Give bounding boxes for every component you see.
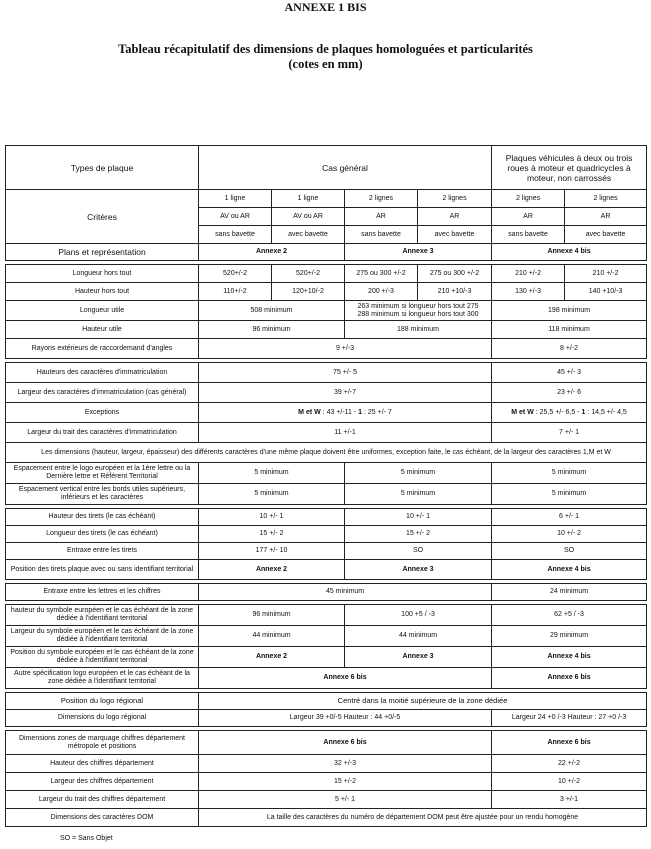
table-cell: 177 +/- 10 (199, 543, 345, 560)
table-cell: 11 +/-1 (199, 423, 492, 443)
table-cell: 110+/-2 (199, 283, 272, 301)
table-cell: 5 minimum (199, 484, 345, 505)
table-row (6, 526, 647, 543)
table-row (6, 809, 647, 827)
table-cell: Largeur 24 +0 /-3 Hauteur : 27 +0 /-3 (492, 710, 647, 727)
table-cell: La taille des caractères du numéro de département DOM peut être ajustée pour un rendu homogène (199, 809, 647, 827)
deux-roues-header: Plaques véhicules à deux ou trois roues à moteur et quadricycles à moteur, non carrossés (492, 146, 647, 190)
row-label: Hauteur utile (6, 321, 199, 339)
row-label: Hauteur des chiffres département (6, 755, 199, 773)
row-label: Longueur hors tout (6, 265, 199, 283)
table-cell: 96 minimum (199, 321, 345, 339)
table-cell: 120+10/-2 (272, 283, 345, 301)
table-cell: Largeur 39 +0/-5 Hauteur : 44 +0/-5 (199, 710, 492, 727)
table-row (6, 560, 647, 580)
position-cell: AR (565, 208, 647, 226)
table-cell: 32 +/-3 (199, 755, 492, 773)
table-cell: 140 +10/-3 (565, 283, 647, 301)
table-row (6, 626, 647, 647)
table-cell: 200 +/-3 (345, 283, 418, 301)
row-label: hauteur du symbole européen et le cas échéant de la zone dédiée à l'identifiant territorial (6, 605, 199, 626)
table-cell (199, 403, 492, 423)
cas-general-header: Cas général (199, 146, 492, 190)
row-label: Position des tirets plaque avec ou sans identifiant territorial (6, 560, 199, 580)
table-cell: 5 minimum (199, 463, 345, 484)
table-cell: 6 +/- 1 (492, 509, 647, 526)
table-row (6, 244, 647, 261)
table-cell: 5 minimum (492, 484, 647, 505)
table-row (6, 647, 647, 668)
table-cell: 520+/-2 (272, 265, 345, 283)
table-row (6, 301, 647, 321)
plans-value: Annexe 4 bis (492, 244, 647, 261)
table-cell: Centré dans la moitié supérieure de la zone dédiée (199, 693, 647, 710)
table-cell: 5 minimum (345, 463, 492, 484)
table-row (6, 339, 647, 359)
row-label: Entraxe entre les lettres et les chiffres (6, 584, 199, 601)
table-cell: 96 minimum (199, 605, 345, 626)
table-cell: 520+/-2 (199, 265, 272, 283)
plans-label: Plans et représentation (6, 244, 199, 261)
table-cell: 210 +/-2 (492, 265, 565, 283)
table-row (6, 731, 647, 755)
table-cell: 3 +/-1 (492, 791, 647, 809)
table-cell (345, 301, 492, 321)
lignes-cell: 1 ligne (272, 190, 345, 208)
table-cell: 275 ou 300 +/-2 (345, 265, 418, 283)
table-cell: 23 +/- 6 (492, 383, 647, 403)
table-cell: Annexe 6 bis (492, 731, 647, 755)
table-cell: 10 +/- 1 (345, 509, 492, 526)
types-label: Types de plaque (6, 146, 199, 190)
row-label: Longueur utile (6, 301, 199, 321)
bavette-cell: avec bavette (418, 226, 492, 244)
annex-title: ANNEXE 1 BIS (284, 0, 367, 14)
row-label: Dimensions du logo régional (6, 710, 199, 727)
title-line-1: Tableau récapitulatif des dimensions de plaques homologuées et particularités (118, 42, 533, 56)
bavette-cell: sans bavette (199, 226, 272, 244)
table-row (6, 509, 647, 526)
row-label: Dimensions des caractères DOM (6, 809, 199, 827)
table-cell: Annexe 3 (345, 647, 492, 668)
table-cell: 188 minimum (345, 321, 492, 339)
table-cell: 5 minimum (345, 484, 492, 505)
row-label: Longueur des tirets (le cas échéant) (6, 526, 199, 543)
row-label: Hauteurs des caractères d'immatriculation (6, 363, 199, 383)
cell-bold: M et W (298, 408, 321, 416)
table-cell: 8 +/-2 (492, 339, 647, 359)
table-row (6, 791, 647, 809)
bavette-cell: sans bavette (345, 226, 418, 244)
table-cell: 118 minimum (492, 321, 647, 339)
position-cell: AR (418, 208, 492, 226)
document-title (0, 42, 651, 72)
table-row (6, 265, 647, 283)
table-cell: Annexe 2 (199, 560, 345, 580)
title-line-2: (cotes en mm) (288, 57, 363, 71)
cell-line: 288 minimum si longueur hors tout 300 (357, 310, 479, 318)
table-row (6, 321, 647, 339)
table-cell: 210 +/-2 (565, 265, 647, 283)
table-row (6, 283, 647, 301)
table-row (6, 443, 647, 463)
cell-bold: 1 (581, 408, 586, 416)
table-cell: 15 +/- 2 (345, 526, 492, 543)
position-cell: AR (345, 208, 418, 226)
table-cell: SO (345, 543, 492, 560)
lignes-cell: 1 ligne (199, 190, 272, 208)
table-cell: SO (492, 543, 647, 560)
row-label: Largeur du trait des caractères d'immatriculation (6, 423, 199, 443)
table-row (6, 146, 647, 190)
table-cell: Annexe 4 bis (492, 647, 647, 668)
table-cell: 45 +/- 3 (492, 363, 647, 383)
table-row (6, 383, 647, 403)
table-cell (492, 403, 647, 423)
table-cell: Annexe 3 (345, 560, 492, 580)
table-cell: 10 +/-2 (492, 773, 647, 791)
table-row (6, 668, 647, 689)
table-row (6, 484, 647, 505)
table-cell: 44 minimum (345, 626, 492, 647)
table-row (6, 584, 647, 601)
row-label: Largeur du symbole européen et le cas échéant de la zone dédiée à l'identifiant territorial (6, 626, 199, 647)
plans-value: Annexe 2 (199, 244, 345, 261)
table-row (6, 693, 647, 710)
row-label: Espacement vertical entre les bords utiles supérieurs, inférieurs et les caractères (6, 484, 199, 505)
lignes-cell: 2 lignes (565, 190, 647, 208)
plans-value: Annexe 3 (345, 244, 492, 261)
bavette-cell: avec bavette (565, 226, 647, 244)
table-cell: 39 +/-7 (199, 383, 492, 403)
table-cell: 508 minimum (199, 301, 345, 321)
table-cell: Annexe 2 (199, 647, 345, 668)
table-cell: 62 +5 / -3 (492, 605, 647, 626)
table-row (6, 363, 647, 383)
row-label: Espacement entre le logo européen et la 1ère lettre ou la Dernière lettre et Référent Territorial (6, 463, 199, 484)
table-row (6, 463, 647, 484)
row-label: Largeur du trait des chiffres département (6, 791, 199, 809)
cell-bold: 1 (358, 408, 363, 416)
table-row (6, 710, 647, 727)
cell-line: 263 minimum si longueur hors tout 275 (357, 302, 479, 310)
table-cell: 198 minimum (492, 301, 647, 321)
dimensions-table (5, 145, 647, 827)
footnote: SO = Sans Objet (60, 835, 113, 842)
table-cell: 210 +10/-3 (418, 283, 492, 301)
cell-text: : 43 +/-11 - (320, 408, 359, 416)
table-row (6, 755, 647, 773)
table-cell: 22 +/-2 (492, 755, 647, 773)
row-label: Largeur des caractères d'immatriculation (cas général) (6, 383, 199, 403)
row-label: Position du symbole européen et le cas échéant de la zone dédiée à l'identifiant territorial (6, 647, 199, 668)
note-cell: Les dimensions (hauteur, largeur, épaisseur) des différents caractères d'une même plaque doivent être uniformes, exception faite, le cas échéant, de la largeur des caractères 1,M et W (6, 443, 647, 463)
table-cell: 5 +/- 1 (199, 791, 492, 809)
table-cell: 24 minimum (492, 584, 647, 601)
row-label: Position du logo régional (6, 693, 199, 710)
table-cell: 45 minimum (199, 584, 492, 601)
table-cell: 15 +/-2 (199, 773, 492, 791)
position-cell: AV ou AR (272, 208, 345, 226)
table-cell: 15 +/- 2 (199, 526, 345, 543)
bavette-cell: sans bavette (492, 226, 565, 244)
table-cell: 75 +/- 5 (199, 363, 492, 383)
table-cell: 10 +/- 1 (199, 509, 345, 526)
cell-bold: M et W (511, 408, 534, 416)
table-cell: 100 +5 / -3 (345, 605, 492, 626)
lignes-cell: 2 lignes (345, 190, 418, 208)
position-cell: AV ou AR (199, 208, 272, 226)
row-label: Exceptions (6, 403, 199, 423)
table-row (6, 423, 647, 443)
table-cell: 44 minimum (199, 626, 345, 647)
table-cell: 10 +/- 2 (492, 526, 647, 543)
row-label: Rayons extérieurs de raccordemand d'angles (6, 339, 199, 359)
cell-text: : 25,5 +/- 6,5 - (533, 408, 582, 416)
table-cell: 5 minimum (492, 463, 647, 484)
table-cell: Annexe 4 bis (492, 560, 647, 580)
cell-text: : 25 +/- 7 (362, 408, 392, 416)
table-row (6, 190, 647, 208)
table-row (6, 605, 647, 626)
table-cell: Annexe 6 bis (199, 668, 492, 689)
lignes-cell: 2 lignes (492, 190, 565, 208)
bavette-cell: avec bavette (272, 226, 345, 244)
lignes-cell: 2 lignes (418, 190, 492, 208)
table-cell: Annexe 6 bis (492, 668, 647, 689)
row-label: Hauteur hors tout (6, 283, 199, 301)
row-label: Entraxe entre les tirets (6, 543, 199, 560)
table-cell: 9 +/-3 (199, 339, 492, 359)
table-cell: Annexe 6 bis (199, 731, 492, 755)
position-cell: AR (492, 208, 565, 226)
table-cell: 275 ou 300 +/-2 (418, 265, 492, 283)
row-label: Autre spécification logo européen et le cas échéant de la zone dédiée à l'identifiant territorial (6, 668, 199, 689)
table-cell: 29 minimum (492, 626, 647, 647)
criteres-label: Critères (6, 190, 199, 244)
table-cell: 7 +/- 1 (492, 423, 647, 443)
row-label: Hauteur des tirets (le cas échéant) (6, 509, 199, 526)
table-row (6, 773, 647, 791)
table-row (6, 403, 647, 423)
table-cell: 130 +/-3 (492, 283, 565, 301)
row-label: Dimensions zones de marquage chiffres département métropole et positions (6, 731, 199, 755)
cell-text: : 14,5 +/- 4,5 (585, 408, 627, 416)
row-label: Largeur des chiffres département (6, 773, 199, 791)
table-row (6, 543, 647, 560)
